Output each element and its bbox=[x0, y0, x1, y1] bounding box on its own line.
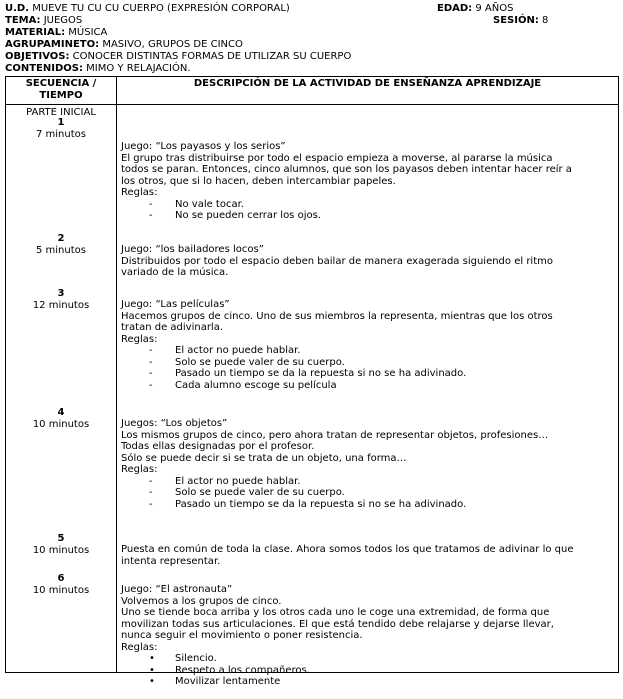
sequence-item bbox=[6, 233, 116, 256]
tema-label: TEMA: bbox=[5, 15, 41, 26]
rule-item bbox=[121, 380, 614, 392]
sequence-item bbox=[6, 533, 116, 556]
activity-block bbox=[121, 141, 614, 222]
dash-icon: - bbox=[149, 356, 153, 368]
activity-block bbox=[121, 584, 614, 688]
contenidos-value: MIMO Y RELAJACIÓN. bbox=[86, 63, 191, 74]
activity-text-line: intenta representar. bbox=[121, 555, 221, 567]
sequence-time: 10 minutos bbox=[32, 584, 90, 596]
sequence-item bbox=[6, 117, 116, 140]
dash-icon: - bbox=[149, 345, 153, 356]
sequence-time: 7 minutos bbox=[36, 128, 86, 140]
header-row-tema bbox=[5, 15, 618, 27]
activity-text-line: Todas ellas designadas por el profesor. bbox=[121, 441, 315, 452]
sequence-time: 12 minutos bbox=[32, 299, 90, 311]
sequence-time: 10 minutos bbox=[32, 418, 90, 430]
rules-label: Reglas: bbox=[121, 464, 158, 475]
col-header-sequence-line1: SECUENCIA / bbox=[25, 78, 97, 89]
rule-item bbox=[121, 676, 614, 688]
table-header-row bbox=[6, 77, 619, 105]
rule-text: Movilizar lentamente bbox=[175, 676, 281, 687]
sequence-number: 5 bbox=[57, 533, 65, 544]
sequence-number: 3 bbox=[57, 288, 65, 299]
dash-icon: - bbox=[149, 379, 153, 391]
rule-text: Pasado un tiempo se da la repuesta si no se ha adivinado. bbox=[175, 368, 467, 379]
col-header-sequence-line2: TIEMPO bbox=[39, 90, 83, 101]
sequence-item bbox=[6, 288, 116, 311]
rule-text: Silencio. bbox=[175, 653, 217, 664]
rule-text: Respeto a los compañeros. bbox=[175, 664, 310, 676]
sequence-time: 5 minutos bbox=[36, 244, 86, 256]
header-row-objetivos bbox=[5, 51, 618, 63]
sequence-time: 10 minutos bbox=[32, 544, 90, 556]
activity-text-line: todos se paran. Entonces, cinco alumnos, que son los payasos deben intentar hacer reír a bbox=[121, 164, 572, 175]
rule-item bbox=[121, 653, 614, 665]
tema-value: JUEGOS bbox=[43, 15, 83, 26]
activity-text-line: Uno se tiende boca arriba y los otros cada uno le coge una extremidad, de forma que bbox=[121, 607, 550, 618]
ud-label: U.D. bbox=[5, 3, 30, 14]
edad-value: 9 AÑOS bbox=[475, 3, 514, 14]
activity-text-line: Distribuidos por todo el espacio deben bailar de manera exagerada siguiendo el ritmo bbox=[121, 255, 553, 267]
activity-game-title: Juego: “Las películas” bbox=[121, 299, 230, 310]
rule-text: El actor no puede hablar. bbox=[175, 345, 301, 356]
rule-item bbox=[121, 476, 614, 488]
sequence-item bbox=[6, 407, 116, 430]
activity-game-title: Juego: “Los payasos y los serios” bbox=[121, 141, 286, 152]
activity-text-line: movilizan todas sus articulaciones. El que está tendido debe relajarse y dejarse llevar, bbox=[121, 618, 554, 630]
rule-text: Cada alumno escoge su película bbox=[175, 379, 337, 391]
contenidos-label: CONTENIDOS: bbox=[5, 63, 83, 74]
sequence-column bbox=[6, 105, 117, 673]
col-header-sequence bbox=[6, 77, 117, 105]
activity-text-line: nunca seguir el movimiento o poner resistencia. bbox=[121, 630, 363, 641]
rule-text: El actor no puede hablar. bbox=[175, 475, 301, 487]
sequence-number: 4 bbox=[57, 407, 65, 418]
activity-text-line: los otros, que si lo hacen, deben intercambiar papeles. bbox=[121, 175, 396, 187]
rule-item bbox=[121, 210, 614, 222]
header-row-ud bbox=[5, 3, 618, 15]
rule-item bbox=[121, 357, 614, 369]
material-value: MÚSICA bbox=[68, 27, 108, 38]
ud-value: MUEVE TU CU CU CUERPO (EXPRESIÓN CORPORAL) bbox=[32, 3, 290, 14]
dash-icon: - bbox=[149, 498, 153, 510]
lesson-sheet bbox=[5, 3, 618, 687]
activity-text-line: tratan de adivinarla. bbox=[121, 322, 224, 333]
objetivos-value: CONOCER DISTINTAS FORMAS DE UTILIZAR SU CUERPO bbox=[72, 51, 352, 62]
bullet-icon: • bbox=[149, 664, 155, 676]
activity-game-title: Juego: “El astronauta” bbox=[121, 584, 233, 595]
dash-icon: - bbox=[149, 487, 153, 498]
activity-text-line: Volvemos a los grupos de cinco. bbox=[121, 595, 282, 607]
sequence-number: 6 bbox=[57, 573, 65, 584]
material-label: MATERIAL: bbox=[5, 27, 66, 38]
table-body-row bbox=[6, 105, 619, 673]
rule-item bbox=[121, 665, 614, 677]
rule-item bbox=[121, 199, 614, 211]
bullet-icon: • bbox=[149, 676, 155, 687]
rule-item bbox=[121, 499, 614, 511]
rules-label: Reglas: bbox=[121, 333, 158, 345]
dash-icon: - bbox=[149, 198, 153, 210]
activity-text-line: El grupo tras distribuirse por todo el espacio empieza a moverse, al pararse la música bbox=[121, 152, 553, 164]
rule-item bbox=[121, 487, 614, 499]
sequence-item bbox=[6, 573, 116, 596]
sequence-number: 1 bbox=[57, 117, 65, 128]
header-row-contenidos bbox=[5, 63, 618, 75]
header-row-agrupamiento bbox=[5, 39, 618, 51]
activity-block bbox=[121, 299, 614, 391]
rule-item bbox=[121, 368, 614, 380]
activity-text-line: variado de la música. bbox=[121, 267, 229, 278]
activity-game-title: Juego: “los bailadores locos” bbox=[121, 244, 264, 255]
sequence-number: 2 bbox=[57, 233, 65, 244]
agrupamiento-value: MASIVO, GRUPOS DE CINCO bbox=[102, 39, 243, 50]
rule-text: No vale tocar. bbox=[175, 198, 244, 210]
activity-block bbox=[121, 418, 614, 510]
activity-table bbox=[5, 76, 619, 687]
sesion-value: 8 bbox=[542, 15, 549, 26]
rule-item bbox=[121, 345, 614, 357]
activity-block bbox=[121, 544, 614, 567]
sesion-label: SESIÓN: bbox=[493, 15, 539, 26]
rules-label: Reglas: bbox=[121, 187, 158, 198]
edad-label: EDAD: bbox=[437, 3, 473, 14]
rule-text: Pasado un tiempo se da la repuesta si no se ha adivinado. bbox=[175, 498, 467, 510]
description-column bbox=[117, 105, 619, 687]
bullet-icon: • bbox=[149, 653, 155, 664]
col-header-description: DESCRIPCIÓN DE LA ACTIVIDAD DE ENSEÑANZA APRENDIZAJE bbox=[117, 77, 619, 105]
dash-icon: - bbox=[149, 210, 153, 221]
agrupamiento-label: AGRUPAMINETO: bbox=[5, 39, 100, 50]
dash-icon: - bbox=[149, 475, 153, 487]
rule-text: Solo se puede valer de su cuerpo. bbox=[175, 356, 345, 368]
parte-inicial-label: PARTE INICIAL bbox=[26, 107, 96, 118]
rule-text: No se pueden cerrar los ojos. bbox=[175, 210, 321, 221]
activity-game-title: Juegos: “Los objetos” bbox=[121, 418, 228, 429]
activity-text-line: Puesta en común de toda la clase. Ahora somos todos los que tratamos de adivinar lo que bbox=[121, 544, 574, 555]
activity-block bbox=[121, 244, 614, 279]
activity-text-line: Los mismos grupos de cinco, pero ahora tratan de representar objetos, profesiones… bbox=[121, 429, 549, 441]
rules-label: Reglas: bbox=[121, 641, 158, 653]
objetivos-label: OBJETIVOS: bbox=[5, 51, 70, 62]
activity-text-line: Hacemos grupos de cinco. Uno de sus miembros la representa, mientras que los otros bbox=[121, 310, 553, 322]
rule-text: Solo se puede valer de su cuerpo. bbox=[175, 487, 345, 498]
header-row-material bbox=[5, 27, 618, 39]
activity-text-line: Sólo se puede decir si se trata de un objeto, una forma… bbox=[121, 452, 407, 464]
dash-icon: - bbox=[149, 368, 153, 379]
